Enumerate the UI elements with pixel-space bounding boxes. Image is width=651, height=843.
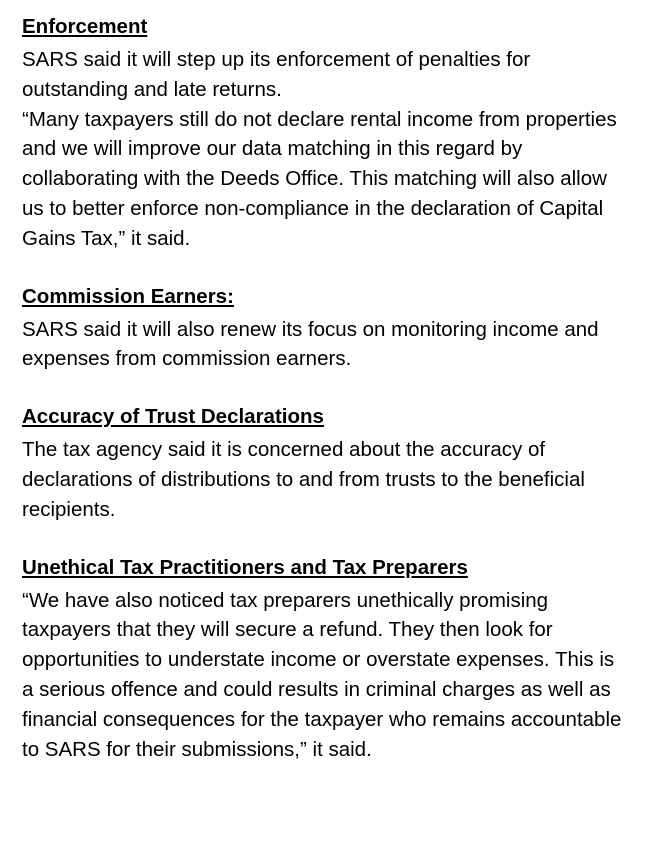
section-commission-earners — [22, 282, 629, 375]
paragraph: “We have also noticed tax preparers unethically promising taxpayers that they will secure a refund. They then look for opportunities to understate income or overstate expenses. This is a serious offence and could results in criminal charges as well as financial consequences for the taxpayer who remains accountable to SARS for their submissions,” it said. — [22, 588, 622, 761]
paragraph: The tax agency said it is concerned about the accuracy of declarations of distributions to and from trusts to the beneficial recipients. — [22, 438, 585, 521]
section-enforcement — [22, 12, 629, 254]
paragraph: SARS said it will also renew its focus on monitoring income and expenses from commission earners. — [22, 317, 599, 371]
section-heading: Accuracy of Trust Declarations — [22, 405, 324, 429]
section-trust-declarations — [22, 402, 629, 524]
section-heading: Enforcement — [22, 15, 148, 38]
paragraph: “Many taxpayers still do not declare rental income from properties and we will improve our data matching in this regard by collaborating with the Deeds Office. This matching will also allow us to better enforce non-compliance in the declaration of Capital Gains Tax,” it said. — [22, 107, 617, 250]
section-heading: Unethical Tax Practitioners and Tax Preparers — [22, 555, 468, 579]
section-unethical-practitioners — [22, 553, 629, 765]
section-heading: Commission Earners: — [22, 284, 234, 308]
paragraph: SARS said it will step up its enforcement of penalties for outstanding and late returns. — [22, 48, 531, 101]
